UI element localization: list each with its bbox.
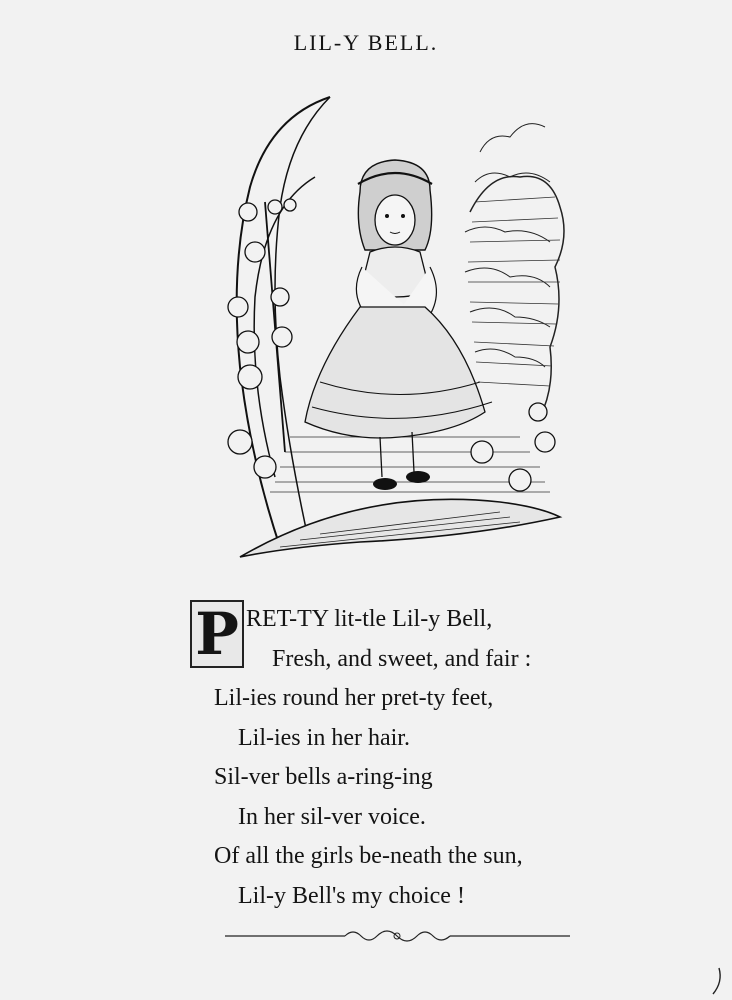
poem-line-3: Lil-ies round her pret-ty feet, [214, 685, 494, 711]
poem-line-4: Lil-ies in her hair. [238, 724, 410, 751]
ornamental-divider [225, 925, 570, 947]
page-title: LIL-Y BELL. [293, 30, 439, 55]
poem-first-line-text: RET-TY lit-tle Lil-y Bell, [246, 606, 493, 632]
drop-cap-letter: P [190, 600, 244, 668]
poem-line-5: Sil-ver bells a-ring-ing [214, 764, 433, 790]
poem [190, 600, 630, 916]
poem-line-2: Fresh, and sweet, and fair : [272, 645, 532, 672]
page-edge-mark [708, 966, 728, 996]
illustration-girl-with-lilies [220, 92, 565, 567]
poem-line-6: In her sil-ver voice. [238, 803, 426, 830]
poem-line-7: Of all the girls be-neath the sun, [214, 843, 523, 869]
poem-line-8: Lil-y Bell's my choice ! [238, 882, 465, 909]
